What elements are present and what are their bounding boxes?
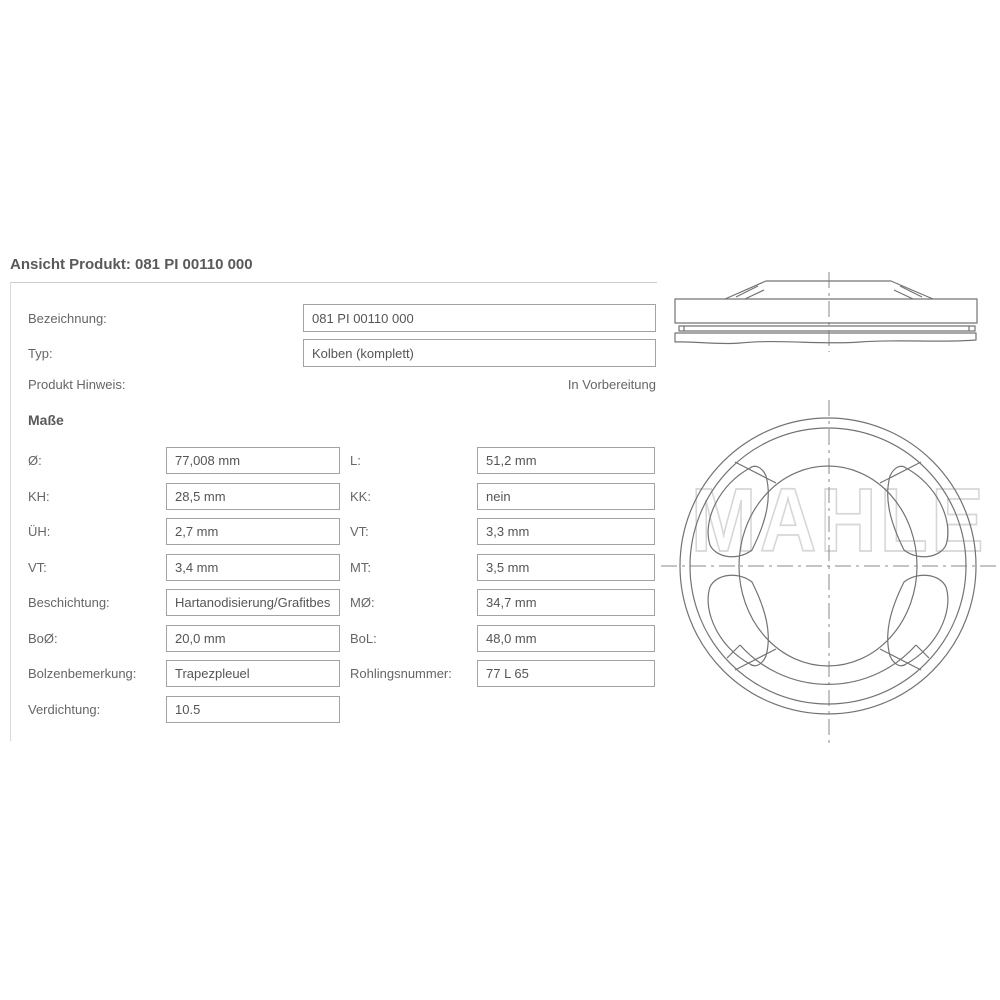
mt-input[interactable]	[477, 554, 655, 581]
vt-right-input[interactable]	[477, 518, 655, 545]
field-label: Beschichtung:	[28, 595, 110, 610]
masse-row	[0, 660, 660, 688]
piston-side-view	[675, 281, 977, 344]
beschichtung-input[interactable]	[166, 589, 340, 616]
field-label: KH:	[28, 489, 50, 504]
kk-input[interactable]	[477, 483, 655, 510]
field-label: BoØ:	[28, 631, 58, 646]
field-label: ÜH:	[28, 524, 51, 539]
piston-drawing	[650, 258, 1000, 770]
length-input[interactable]	[477, 447, 655, 474]
produkt-hinweis-value: In Vorbereitung	[567, 377, 656, 392]
kh-input[interactable]	[166, 483, 340, 510]
field-label: Ø:	[28, 453, 42, 468]
bezeichnung-input[interactable]	[303, 304, 656, 332]
masse-row	[0, 589, 660, 617]
produkt-hinweis-label: Produkt Hinweis:	[28, 377, 126, 392]
masse-row	[0, 447, 660, 475]
rohlingsnummer-input[interactable]	[477, 660, 655, 687]
verdichtung-input[interactable]	[166, 696, 340, 723]
vt-left-input[interactable]	[166, 554, 340, 581]
diameter-input[interactable]	[166, 447, 340, 474]
masse-section-heading: Maße	[28, 412, 64, 428]
bo-diameter-input[interactable]	[166, 625, 340, 652]
field-label: KK:	[350, 489, 371, 504]
masse-row	[0, 483, 660, 511]
page-title: Ansicht Produkt: 081 PI 00110 000	[10, 256, 253, 273]
field-label: L:	[350, 453, 361, 468]
skirt-struts	[727, 645, 929, 658]
typ-input[interactable]	[303, 339, 656, 367]
field-label: MØ:	[350, 595, 375, 610]
bezeichnung-label: Bezeichnung:	[28, 311, 107, 326]
skirt-arc	[740, 645, 916, 684]
masse-row	[0, 518, 660, 546]
field-label: Bolzenbemerkung:	[28, 666, 137, 681]
typ-label: Typ:	[28, 346, 53, 361]
field-label: VT:	[350, 524, 369, 539]
bol-input[interactable]	[477, 625, 655, 652]
mo-input[interactable]	[477, 589, 655, 616]
ueh-input[interactable]	[166, 518, 340, 545]
field-label: BoL:	[350, 631, 377, 646]
field-label: MT:	[350, 560, 371, 575]
bolzenbemerkung-input[interactable]	[166, 660, 340, 687]
masse-row	[0, 625, 660, 653]
mahle-watermark-text: MAHLE	[691, 471, 987, 571]
field-label: Verdichtung:	[28, 702, 101, 717]
masse-row	[0, 696, 660, 724]
field-label: VT:	[28, 560, 47, 575]
field-label: Rohlingsnummer:	[350, 666, 452, 681]
masse-row	[0, 554, 660, 582]
